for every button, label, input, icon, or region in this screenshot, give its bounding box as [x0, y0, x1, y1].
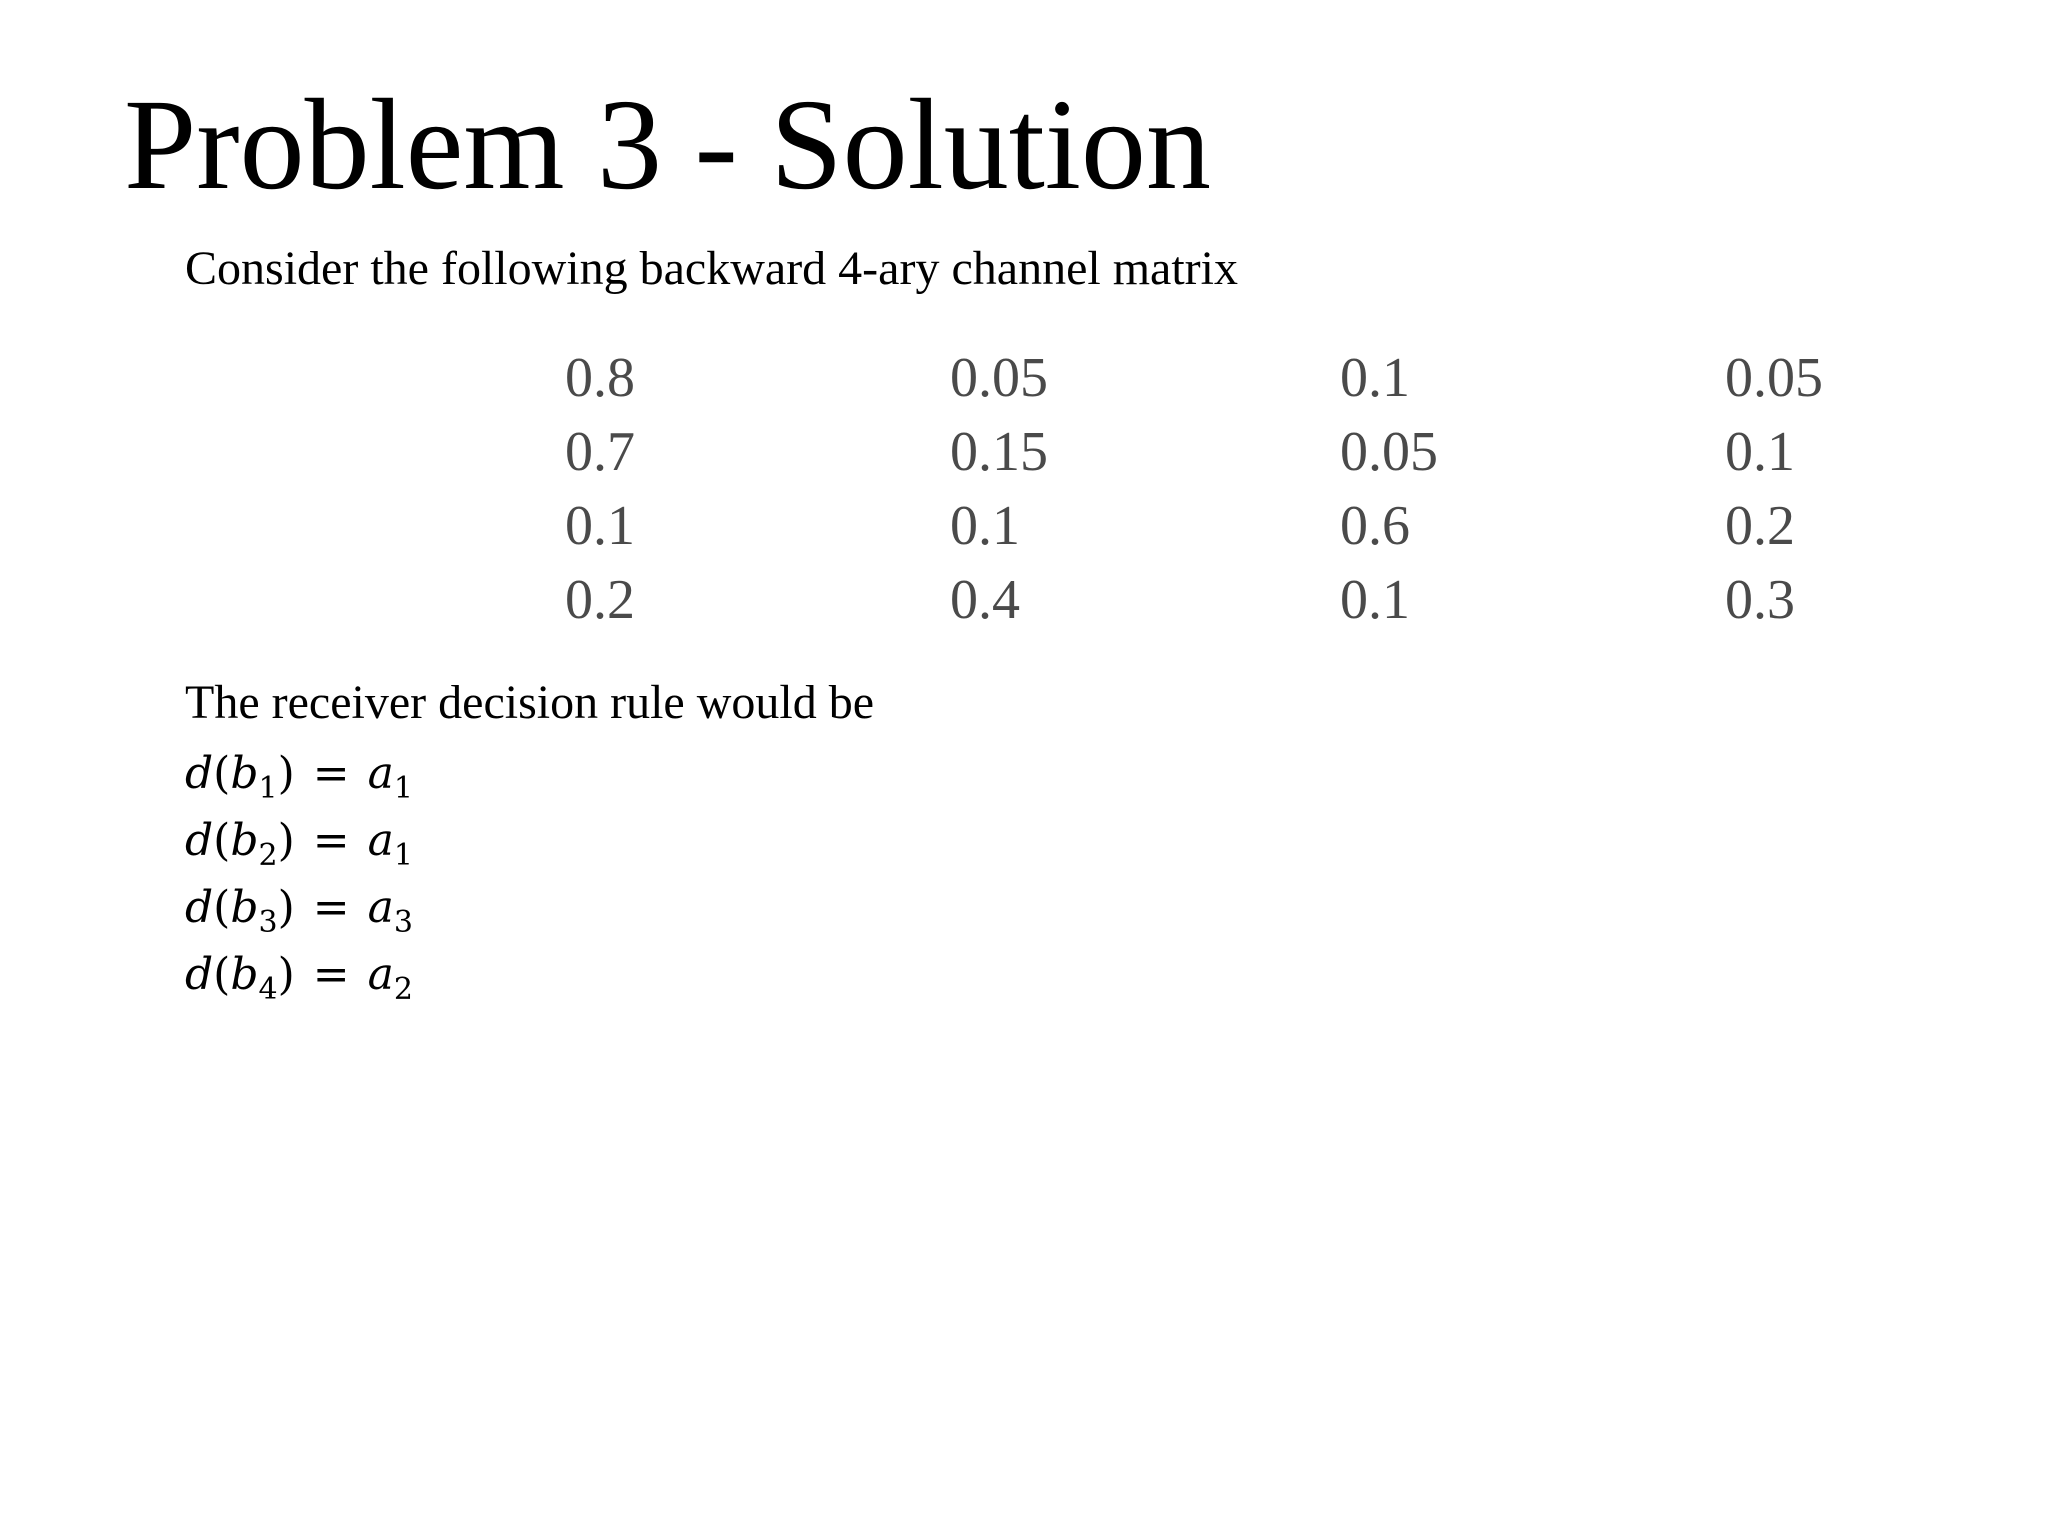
matrix-cell: 0.1	[1340, 347, 1410, 409]
matrix-cell: 0.1	[565, 495, 635, 557]
matrix-cell: 0.8	[565, 347, 635, 409]
matrix-cell: 0.05	[950, 347, 1048, 409]
matrix-cell: 0.3	[1725, 569, 1795, 631]
matrix-cell: 0.4	[950, 569, 1020, 631]
matrix-cell: 0.1	[1725, 421, 1795, 483]
decision-rule: $d(b_2) = a_1$	[185, 815, 413, 873]
channel-matrix	[540, 340, 1840, 650]
matrix-cell: 0.2	[565, 569, 635, 631]
decision-rule-intro: The receiver decision rule would be	[185, 676, 875, 729]
decision-rule-list	[185, 740, 413, 1008]
matrix-cell: 0.2	[1725, 495, 1795, 557]
matrix-cell: 0.7	[565, 421, 635, 483]
decision-rule: $d(b_3) = a_3$	[185, 882, 413, 940]
slide-title: Problem 3 - Solution	[124, 73, 1211, 217]
matrix-cell: 0.05	[1725, 347, 1823, 409]
matrix-cell: 0.1	[1340, 569, 1410, 631]
matrix-cell: 0.1	[950, 495, 1020, 557]
decision-rule: $d(b_1) = a_1$	[185, 748, 413, 806]
matrix-cell: 0.6	[1340, 495, 1410, 557]
matrix-cell: 0.15	[950, 421, 1048, 483]
decision-rule: $d(b_4) = a_2$	[185, 949, 413, 1007]
intro-text: Consider the following backward 4-ary channel matrix	[185, 242, 1238, 295]
matrix-cell: 0.05	[1340, 421, 1438, 483]
